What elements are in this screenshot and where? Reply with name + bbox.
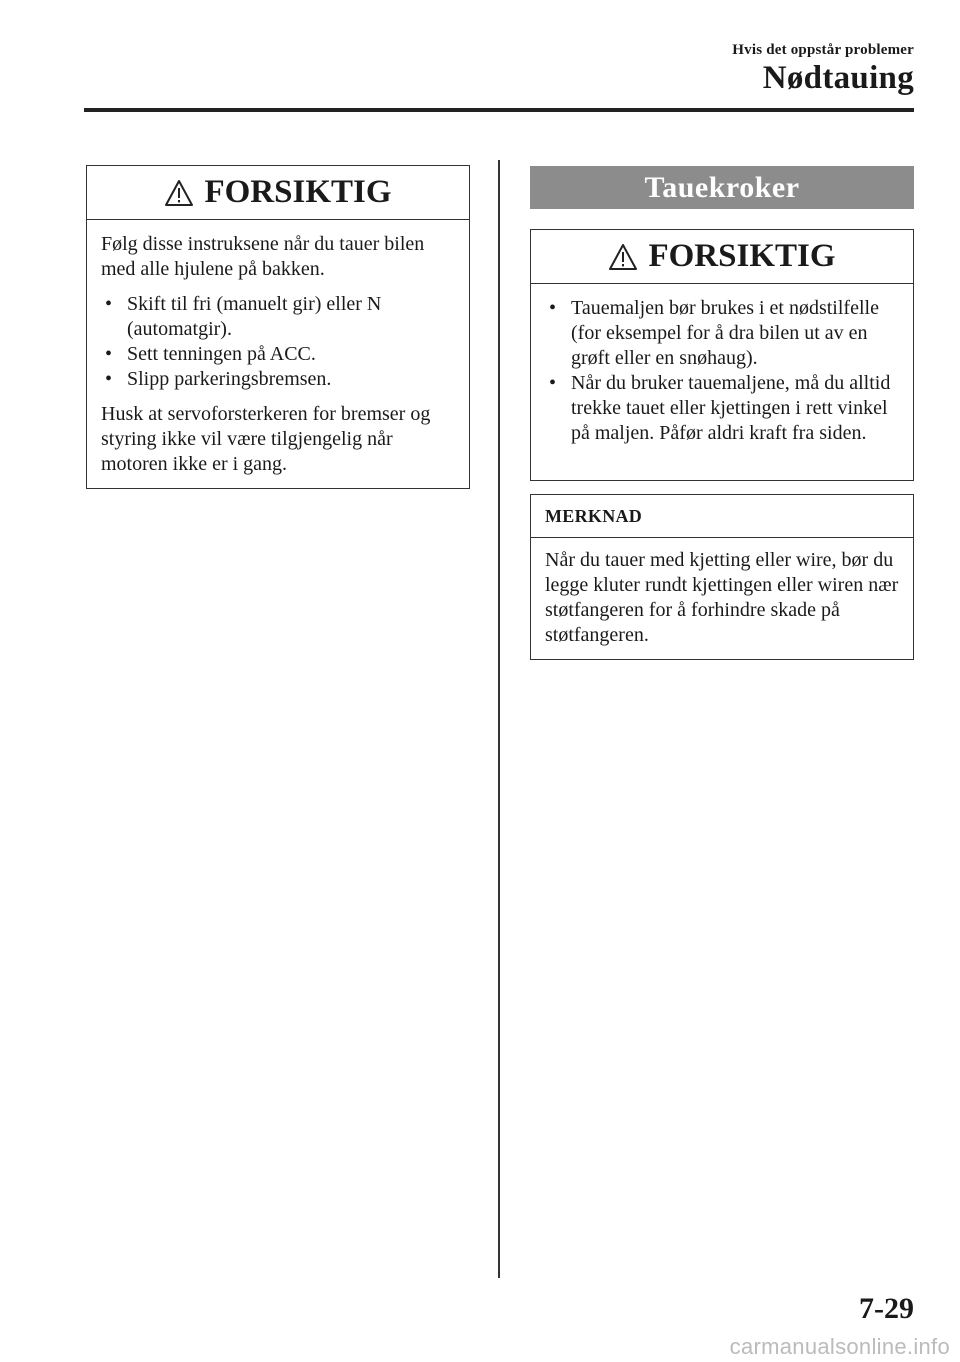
list-item: • Slipp parkeringsbremsen. — [105, 368, 332, 390]
chapter-label: Hvis det oppstår problemer — [732, 42, 914, 58]
bullet-icon: • — [549, 372, 557, 394]
bullet-icon: • — [549, 297, 557, 319]
bullet-icon: • — [105, 368, 113, 390]
caution-outro: Husk at servoforsterkeren for bremser og styring ikke vil være tilgjengelig når motoren ikke er i gang. — [101, 403, 431, 475]
list-item: • Når du bruker tauemaljene, må du alltid trekke tauet eller kjettingen i rett vinkel på maljen. Påfør aldri kraft fra siden. — [549, 372, 891, 444]
section-heading-tauekroker: Tauekroker — [530, 166, 914, 209]
watermark: carmanualsonline.info — [729, 1334, 950, 1359]
caution-intro: Følg disse instruksene når du tauer bilen med alle hjulene på bakken. — [101, 233, 425, 280]
page-title: Nødtauing — [762, 60, 914, 96]
list-item: • Tauemaljen bør brukes i et nødstilfelle (for eksempel for å dra bilen ut av en grøft eller en snøhaug). — [549, 297, 879, 369]
header-rule — [84, 108, 914, 112]
caution-box-right — [530, 229, 914, 481]
bullet-icon: • — [105, 293, 113, 315]
caution-header — [531, 230, 913, 284]
page-number: 7-29 — [859, 1292, 914, 1325]
note-box — [530, 494, 914, 660]
caution-bullet-list — [545, 296, 899, 446]
caution-title: FORSIKTIG — [204, 174, 392, 210]
caution-box-left — [86, 165, 470, 489]
caution-bullet-list — [101, 292, 455, 392]
caution-body — [87, 220, 469, 491]
note-body — [531, 538, 913, 662]
bullet-icon: • — [105, 343, 113, 365]
warning-triangle-icon — [608, 243, 638, 271]
column-divider — [498, 160, 500, 1278]
list-item: • Sett tenningen på ACC. — [105, 343, 316, 365]
caution-body — [531, 284, 913, 460]
note-title: MERKNAD — [531, 495, 913, 538]
list-item: • Skift til fri (manuelt gir) eller N (automatgir). — [105, 293, 382, 340]
caution-title: FORSIKTIG — [648, 238, 836, 274]
caution-header — [87, 166, 469, 220]
note-text: Når du tauer med kjetting eller wire, bør du legge kluter rundt kjettingen eller wiren nær støtfangeren for å forhindre skade på støtfangeren. — [545, 549, 899, 646]
warning-triangle-icon — [164, 179, 194, 207]
